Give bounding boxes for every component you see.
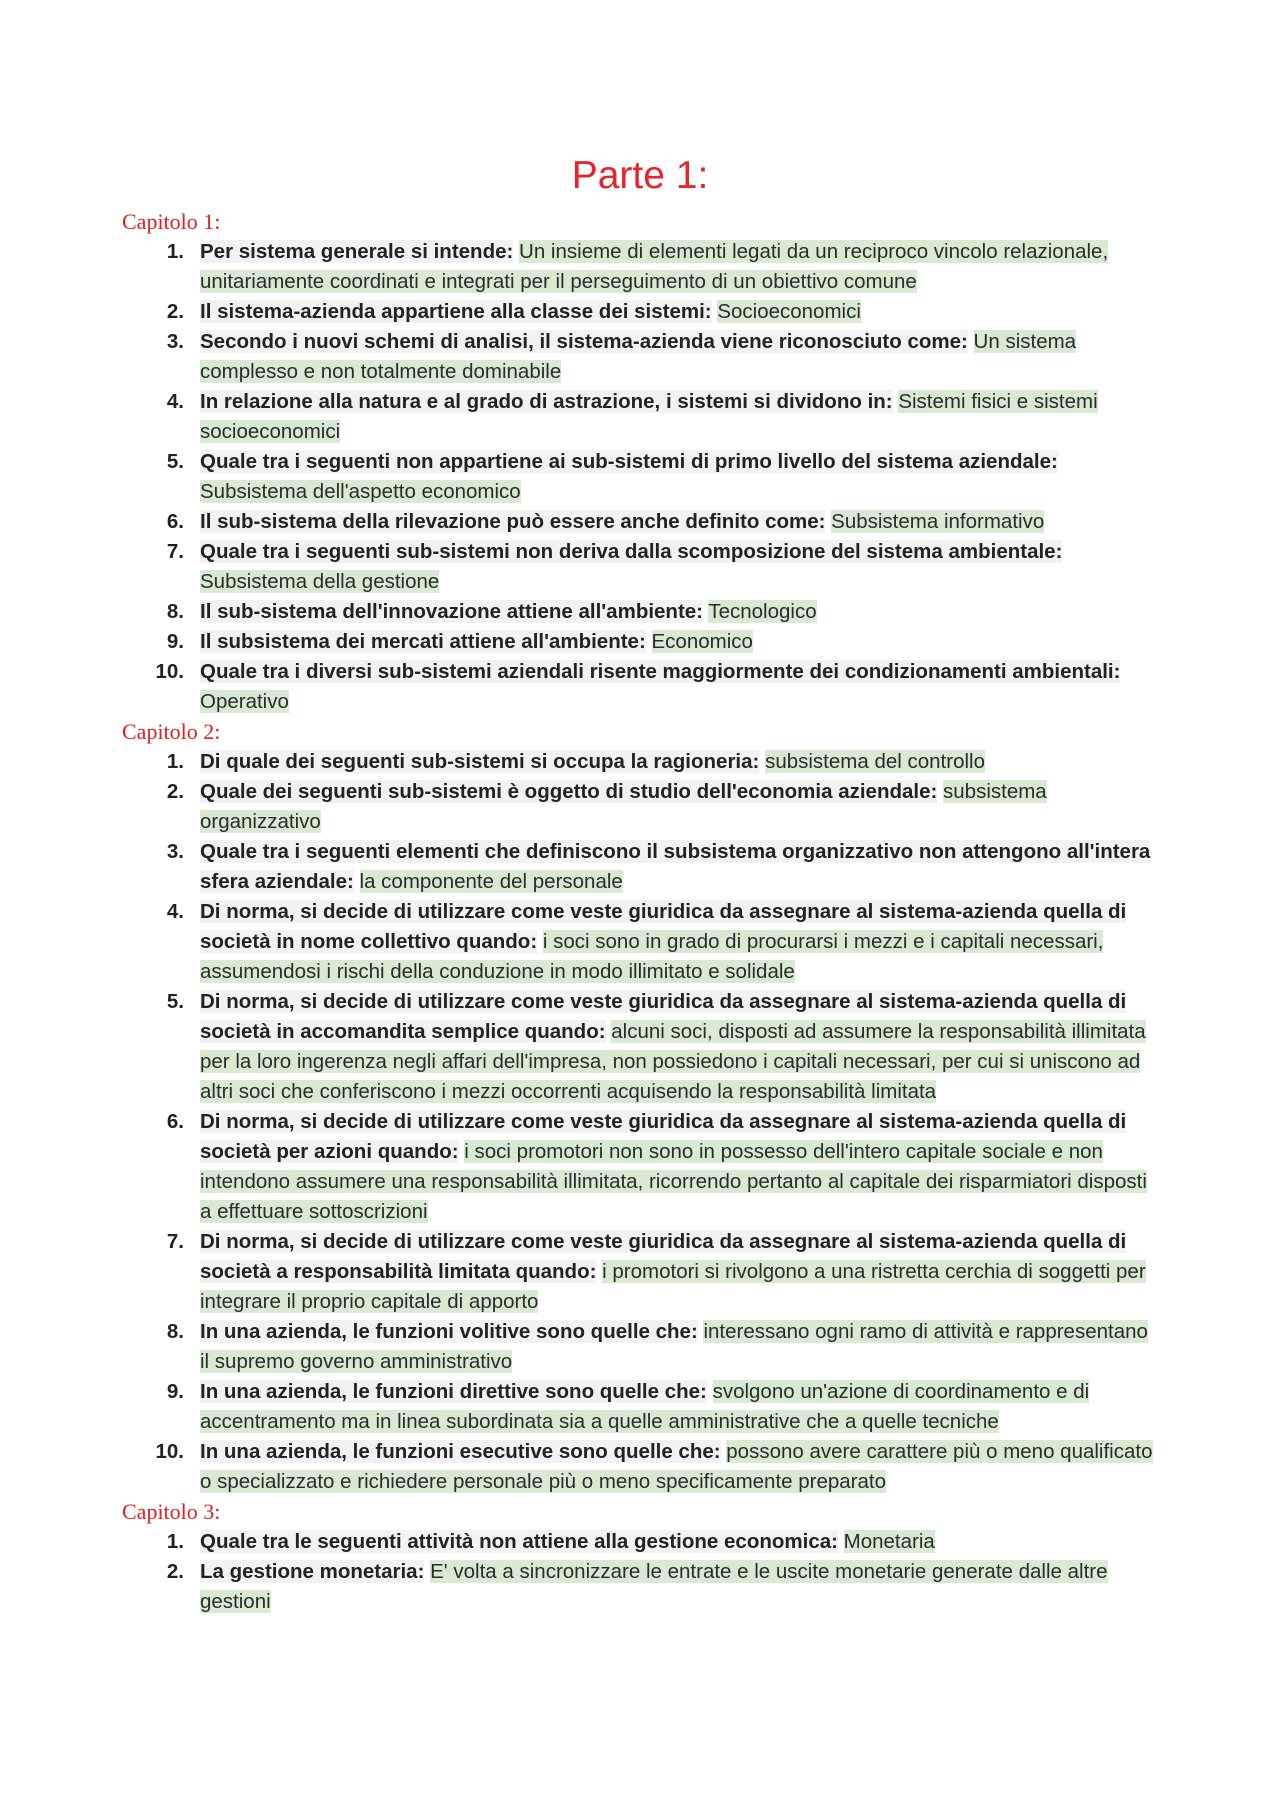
item-number: 3. — [166, 840, 184, 863]
list-item — [122, 327, 1162, 387]
question-text: Di norma, si decide di utilizzare come veste giuridica da assegnare al sistema-azienda quella di società a responsabilità limitata quando: — [200, 1230, 1127, 1283]
answer-text: svolgono un'azione di coordinamento e di accentramento ma in linea subordinata sia a quelle amministrative che a quelle tecniche — [200, 1380, 1090, 1433]
page-title: Parte 1: — [571, 154, 709, 197]
item-number: 4. — [166, 390, 184, 413]
item-number: 1. — [166, 1530, 184, 1553]
list-item — [122, 1377, 1162, 1437]
question-text: Secondo i nuovi schemi di analisi, il sistema-azienda viene riconosciuto come: — [200, 330, 968, 353]
list-item — [122, 507, 1162, 537]
question-text: Il sub-sistema della rilevazione può essere anche definito come: — [200, 510, 826, 533]
chapter-title: Capitolo 3: — [122, 1499, 221, 1524]
item-text — [200, 1560, 1108, 1613]
item-number: 5. — [166, 450, 184, 473]
item-number: 10. — [155, 1440, 184, 1463]
answer-text: interessano ogni ramo di attività e rappresentano il supremo governo amministrativo — [200, 1320, 1148, 1373]
chapter-title: Capitolo 2: — [122, 719, 221, 744]
list-item — [122, 297, 1162, 327]
answer-text: E' volta a sincronizzare le entrate e le uscite monetarie generate dalle altre gestioni — [200, 1560, 1108, 1613]
item-text — [200, 240, 1108, 293]
answer-text: i soci sono in grado di procurarsi i mezzi e i capitali necessari, assumendosi i rischi della conduzione in modo illimitato e solidale — [200, 930, 1104, 983]
question-text: In una azienda, le funzioni direttive sono quelle che: — [200, 1380, 707, 1403]
answer-text: i soci promotori non sono in possesso dell'intero capitale sociale e non intendono assumere una responsabilità illimitata, ricorrendo pertanto al capitale dei risparmiatori disposti a effettuare sottoscrizioni — [200, 1140, 1147, 1223]
item-number: 1. — [166, 240, 184, 263]
answer-text: Operativo — [200, 690, 289, 713]
item-text — [200, 1110, 1147, 1223]
item-text — [200, 990, 1146, 1103]
item-number: 4. — [166, 900, 184, 923]
item-text — [200, 750, 985, 773]
answer-text: alcuni soci, disposti ad assumere la responsabilità illimitata per la loro ingerenza negli affari dell'impresa, non possiedono i capitali necessari, per cui si uniscono ad altri soci che conferiscono i mezzi occorrenti acquisendo la responsabilità limitata — [200, 1020, 1146, 1103]
list-item — [122, 747, 1162, 777]
item-text — [200, 540, 1062, 593]
question-text: In una azienda, le funzioni esecutive sono quelle che: — [200, 1440, 721, 1463]
item-text — [200, 1440, 1153, 1493]
list-item — [122, 627, 1162, 657]
question-text: Quale tra i seguenti elementi che definiscono il subsistema organizzativo non attengono all'intera sfera aziendale: — [200, 840, 1151, 893]
item-number: 8. — [166, 1320, 184, 1343]
item-number: 8. — [166, 600, 184, 623]
question-text: Di quale dei seguenti sub-sistemi si occupa la ragioneria: — [200, 750, 760, 773]
question-text: Per sistema generale si intende: — [200, 240, 514, 263]
item-text — [200, 630, 753, 653]
item-text — [200, 660, 1120, 713]
item-text — [200, 1380, 1089, 1433]
item-number: 2. — [166, 1560, 184, 1583]
answer-text: i promotori si rivolgono a una ristretta cerchia di soggetti per integrare il proprio capitale di apporto — [200, 1260, 1146, 1313]
item-text — [200, 840, 1150, 893]
item-text — [200, 390, 1098, 443]
answer-text: Un sistema complesso e non totalmente dominabile — [200, 330, 1077, 383]
item-number: 9. — [166, 1380, 184, 1403]
answer-text: Subsistema dell'aspetto economico — [200, 480, 521, 503]
question-text: La gestione monetaria: — [200, 1560, 425, 1583]
item-number: 9. — [166, 630, 184, 653]
answer-text: subsistema del controllo — [765, 750, 985, 773]
answer-text: Monetaria — [843, 1530, 935, 1553]
item-text — [200, 1320, 1148, 1373]
item-text — [200, 510, 1044, 533]
answer-text: Tecnologico — [708, 600, 817, 623]
item-number: 6. — [166, 1110, 184, 1133]
item-text — [200, 300, 861, 323]
answer-text: subsistema organizzativo — [200, 780, 1047, 833]
list-item — [122, 1107, 1162, 1227]
answer-text: Subsistema informativo — [831, 510, 1045, 533]
question-text: Di norma, si decide di utilizzare come veste giuridica da assegnare al sistema-azienda quella di società per azioni quando: — [200, 1110, 1127, 1163]
list-item — [122, 1317, 1162, 1377]
question-text: Quale tra i seguenti sub-sistemi non deriva dalla scomposizione del sistema ambientale: — [200, 540, 1063, 563]
item-text — [200, 450, 1058, 503]
answer-text: possono avere carattere più o meno qualificato o specializzato e richiedere personale più o meno specificamente preparato — [200, 1440, 1153, 1493]
question-text: Di norma, si decide di utilizzare come veste giuridica da assegnare al sistema-azienda quella di società in accomandita semplice quando: — [200, 990, 1127, 1043]
question-text: Quale tra le seguenti attività non attiene alla gestione economica: — [200, 1530, 838, 1553]
document-content — [122, 207, 1162, 1617]
list-item — [122, 837, 1162, 897]
answer-text: Subsistema della gestione — [200, 570, 440, 593]
list-item — [122, 447, 1162, 507]
item-number: 10. — [155, 660, 184, 683]
question-text: Quale tra i diversi sub-sistemi aziendali risente maggiormente dei condizionamenti ambientali: — [200, 660, 1121, 683]
list-item — [122, 1437, 1162, 1497]
answer-text: la componente del personale — [359, 870, 623, 893]
item-text — [200, 900, 1126, 983]
question-text: Il sub-sistema dell'innovazione attiene all'ambiente: — [200, 600, 704, 623]
answer-text: Sistemi fisici e sistemi socioeconomici — [200, 390, 1098, 443]
question-text: In relazione alla natura e al grado di astrazione, i sistemi si dividono in: — [200, 390, 893, 413]
chapter-title: Capitolo 1: — [122, 209, 221, 234]
item-number: 1. — [166, 750, 184, 773]
question-text: Il sistema-azienda appartiene alla classe dei sistemi: — [200, 300, 712, 323]
item-text — [200, 1230, 1146, 1313]
item-number: 3. — [166, 330, 184, 353]
list-item — [122, 237, 1162, 297]
question-text: Di norma, si decide di utilizzare come veste giuridica da assegnare al sistema-azienda quella di società in nome collettivo quando: — [200, 900, 1127, 953]
question-text: Quale dei seguenti sub-sistemi è oggetto di studio dell'economia aziendale: — [200, 780, 938, 803]
item-text — [200, 600, 817, 623]
list-item — [122, 1557, 1162, 1617]
item-number: 6. — [166, 510, 184, 533]
item-number: 2. — [166, 300, 184, 323]
question-text: Quale tra i seguenti non appartiene ai sub-sistemi di primo livello del sistema aziendale: — [200, 450, 1058, 473]
list-item — [122, 597, 1162, 627]
list-item — [122, 987, 1162, 1107]
question-list — [122, 1527, 1162, 1617]
question-text: Il subsistema dei mercati attiene all'ambiente: — [200, 630, 646, 653]
answer-text: Un insieme di elementi legati da un reciproco vincolo relazionale, unitariamente coordinati e integrati per il perseguimento di un obiettivo comune — [200, 240, 1109, 293]
question-list — [122, 747, 1162, 1497]
question-list — [122, 237, 1162, 717]
item-number: 7. — [166, 1230, 184, 1253]
list-item — [122, 657, 1162, 717]
list-item — [122, 1227, 1162, 1317]
list-item — [122, 777, 1162, 837]
question-text: In una azienda, le funzioni volitive sono quelle che: — [200, 1320, 698, 1343]
list-item — [122, 537, 1162, 597]
item-text — [200, 1530, 935, 1553]
item-number: 7. — [166, 540, 184, 563]
item-number: 5. — [166, 990, 184, 1013]
item-number: 2. — [166, 780, 184, 803]
item-text — [200, 330, 1076, 383]
list-item — [122, 1527, 1162, 1557]
item-text — [200, 780, 1047, 833]
answer-text: Socioeconomici — [717, 300, 861, 323]
answer-text: Economico — [651, 630, 753, 653]
list-item — [122, 387, 1162, 447]
list-item — [122, 897, 1162, 987]
